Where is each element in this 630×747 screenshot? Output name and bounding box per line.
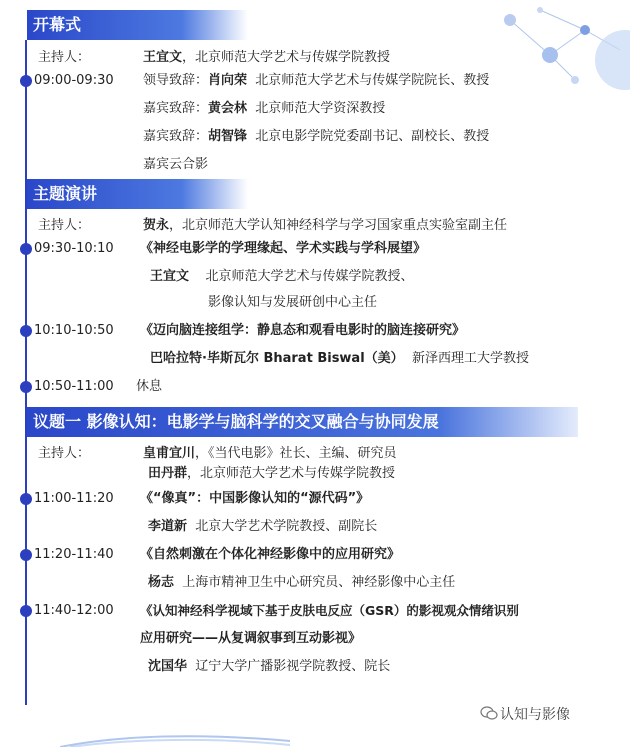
- speech-role: 领导致辞：: [143, 73, 209, 88]
- section-title-keynote: 主题演讲: [27, 179, 248, 209]
- speech-row: [143, 128, 489, 146]
- speaker-org: 新泽西理工大学教授: [411, 351, 529, 366]
- timeline-dot: [20, 605, 32, 617]
- speech-org: 北京师范大学资深教授: [255, 101, 386, 116]
- host-label: 主持人：: [38, 50, 91, 65]
- host-name: 皇甫宜川: [143, 446, 196, 461]
- talk-title: 《神经电影学的学理缘起、学术实践与学科展望》: [140, 241, 427, 256]
- speaker-name: 李道新: [148, 519, 188, 534]
- host-label: 主持人：: [38, 446, 91, 461]
- host-org: ，北京师范大学认知神经科学与学习国家重点实验室副主任: [169, 218, 508, 233]
- speaker-org: 上海市精神卫生中心研究员、神经影像中心主任: [182, 575, 456, 590]
- wechat-icon: [480, 704, 498, 722]
- host-line: [143, 49, 390, 67]
- talk-title: 《认知神经科学视域下基于皮肤电反应（GSR）的影视观众情绪识别: [140, 603, 519, 618]
- time-slot: 09:00-09:30: [34, 73, 114, 88]
- host-line: [143, 445, 397, 463]
- speaker-name: 沈国华: [148, 659, 188, 674]
- timeline-dot: [20, 549, 32, 561]
- time-slot: 10:10-10:50: [34, 323, 114, 338]
- host-line: [148, 465, 395, 483]
- watermark-text: 认知与影像: [500, 707, 570, 723]
- time-slot: 11:20-11:40: [34, 547, 114, 562]
- host-name: 田丹群: [148, 466, 188, 481]
- speech-name: 黄会林: [208, 101, 248, 116]
- speech-role: 嘉宾致辞：: [143, 101, 209, 116]
- talk-title: 《迈向脑连接组学：静息态和观看电影时的脑连接研究》: [140, 323, 466, 338]
- speaker-name: 巴哈拉特·毕斯瓦尔 Bharat Biswal（美）: [150, 351, 404, 366]
- timeline-dot: [20, 325, 32, 337]
- speech-row: [143, 100, 385, 118]
- speaker-org: 北京大学艺术学院教授、副院长: [195, 519, 378, 534]
- bottom-decoration: [60, 733, 290, 747]
- host-name: 贺永: [143, 218, 170, 233]
- host-org: ，《当代电影》社长、主编、研究员: [195, 446, 397, 461]
- time-slot: 11:00-11:20: [34, 491, 114, 506]
- speaker-line: [148, 658, 390, 676]
- speaker-line: [150, 350, 529, 368]
- talk-title: 《自然刺激在个体化神经影像中的应用研究》: [140, 547, 401, 562]
- speech-name: 肖向荣: [208, 73, 248, 88]
- speaker-name: 王宜文: [150, 269, 190, 284]
- host-org: ，北京师范大学艺术与传媒学院教授: [187, 466, 396, 481]
- speech-org: 北京电影学院党委副书记、副校长、教授: [255, 129, 490, 144]
- host-name: 王宜文: [143, 50, 183, 65]
- timeline-dot: [20, 381, 32, 393]
- time-slot: 09:30-10:10: [34, 241, 114, 256]
- time-slot: 11:40-12:00: [34, 603, 114, 618]
- speaker-line: [148, 518, 377, 536]
- host-line: [143, 217, 507, 235]
- timeline-dot: [20, 75, 32, 87]
- closing-text: 嘉宾云合影: [143, 157, 209, 172]
- talk-title: 《“像真”：中国影像认知的“源代码”》: [140, 491, 370, 506]
- speaker-org: 辽宁大学广播影视学院教授、院长: [195, 659, 391, 674]
- speaker-line: [150, 268, 414, 286]
- rest-text: 休息: [136, 379, 163, 394]
- talk-title-line2: 应用研究——从复调叙事到互动影视》: [140, 631, 362, 646]
- timeline-dot: [20, 493, 32, 505]
- host-label: 主持人：: [38, 218, 91, 233]
- section-title-opening: 开幕式: [27, 10, 248, 40]
- speaker-name: 杨志: [148, 575, 175, 590]
- speech-org: 北京师范大学艺术与传媒学院院长、教授: [255, 73, 490, 88]
- host-org: ，北京师范大学艺术与传媒学院教授: [182, 50, 391, 65]
- speaker-line: [148, 574, 455, 592]
- speech-name: 胡智锋: [208, 129, 248, 144]
- speaker-org: 北京师范大学艺术与传媒学院教授、: [205, 269, 414, 284]
- speech-role: 嘉宾致辞：: [143, 129, 209, 144]
- section-title-topic-one: 议题一 影像认知：电影学与脑科学的交叉融合与协同发展: [27, 407, 578, 437]
- timeline-dot: [20, 243, 32, 255]
- speaker-org-line2: 影像认知与发展研创中心主任: [208, 295, 378, 310]
- network-decoration: [480, 0, 630, 110]
- time-slot: 10:50-11:00: [34, 379, 114, 394]
- speech-row: [143, 72, 489, 90]
